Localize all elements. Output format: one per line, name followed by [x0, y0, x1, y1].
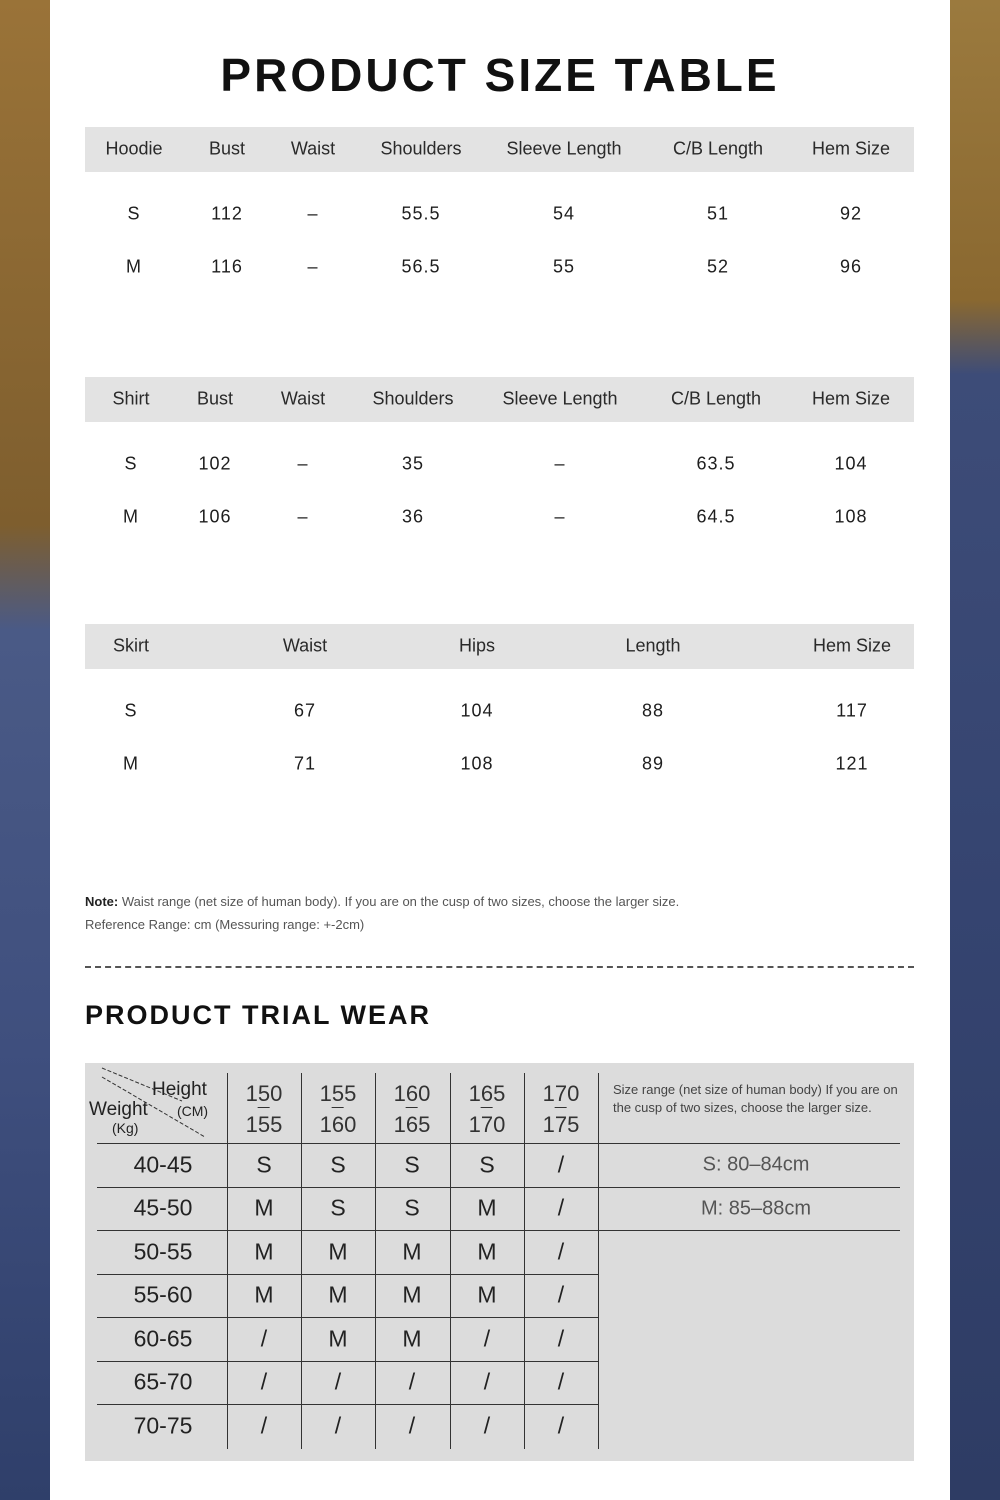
background-fabric-right	[950, 0, 1000, 1500]
weight-range: 60-65	[133, 1325, 193, 1352]
size-cell: /	[408, 1368, 416, 1395]
table-cell: 121	[835, 753, 869, 774]
height-from: 150	[245, 1081, 283, 1106]
column-header: Waist	[282, 635, 328, 656]
height-range-header	[394, 1077, 431, 1141]
table-cell: 36	[401, 506, 425, 527]
table-cell: 51	[706, 203, 730, 224]
size-note	[85, 890, 679, 936]
weight-range: 40-45	[133, 1151, 193, 1178]
size-sheet	[50, 0, 950, 1500]
height-to: 155	[245, 1112, 283, 1137]
column-header: Sleeve Length	[506, 138, 622, 159]
table-cell: –	[307, 203, 319, 224]
height-from: 160	[393, 1081, 431, 1106]
size-cell: M	[402, 1238, 422, 1265]
table-cell: –	[554, 506, 566, 527]
grid-line	[97, 1187, 900, 1188]
grid-line	[97, 1143, 900, 1144]
size-cell: /	[260, 1412, 268, 1439]
table-header	[85, 127, 914, 172]
size-cell: S	[404, 1151, 420, 1178]
size-cell: /	[483, 1368, 491, 1395]
column-header: Sleeve Length	[502, 388, 618, 409]
note-line-1: Waist range (net size of human body). If you are on the cusp of two sizes, choose the larger size.	[121, 894, 680, 909]
table-cell: 54	[552, 203, 576, 224]
section-divider	[85, 966, 914, 968]
size-cell: M	[402, 1325, 422, 1352]
grid-line	[450, 1073, 451, 1449]
column-header: Hips	[458, 635, 496, 656]
height-to: 170	[468, 1112, 506, 1137]
height-range-header	[469, 1077, 506, 1141]
size-cell: M	[328, 1325, 348, 1352]
size-cell: /	[408, 1412, 416, 1439]
note-line-2: Reference Range: cm (Messuring range: +-2cm)	[85, 917, 365, 932]
column-header: Length	[625, 635, 681, 656]
grid-line	[97, 1230, 900, 1231]
weight-range: 55-60	[133, 1281, 193, 1308]
range-s: S: 80–84cm	[702, 1153, 810, 1176]
table-cell: S	[127, 203, 141, 224]
table-cell: 117	[836, 700, 868, 721]
weight-range: 50-55	[133, 1238, 193, 1265]
size-cell: M	[477, 1194, 497, 1221]
column-header: Hoodie	[105, 138, 163, 159]
grid-line	[97, 1361, 598, 1362]
size-cell: S	[479, 1151, 495, 1178]
column-header: Bust	[196, 388, 234, 409]
table-cell: 52	[706, 256, 730, 277]
size-cell: M	[328, 1281, 348, 1308]
table-cell: 67	[293, 700, 317, 721]
table-cell: 63.5	[696, 453, 736, 474]
weight-header: Weight	[89, 1099, 148, 1120]
height-from: 170	[542, 1081, 580, 1106]
size-range-note: Size range (net size of human body) If you are on the cusp of two sizes, choose the larger size.	[613, 1082, 898, 1115]
skirt-size-table	[85, 624, 914, 794]
table-cell: 116	[211, 256, 243, 277]
table-cell: –	[297, 506, 309, 527]
trial-wear-title: PRODUCT TRIAL WEAR	[85, 1000, 431, 1030]
height-to: 175	[542, 1112, 580, 1137]
grid-line	[97, 1404, 598, 1405]
table-cell: 88	[641, 700, 665, 721]
table-cell: 56.5	[401, 256, 441, 277]
size-cell: M	[328, 1238, 348, 1265]
size-cell: /	[557, 1325, 565, 1352]
size-cell: M	[254, 1238, 274, 1265]
table-cell: 104	[834, 453, 868, 474]
height-unit: (CM)	[177, 1103, 209, 1119]
column-header: Shoulders	[380, 138, 462, 159]
hoodie-size-table	[85, 127, 914, 297]
column-header: Skirt	[113, 635, 149, 656]
column-header: Waist	[280, 388, 326, 409]
column-header: C/B Length	[672, 138, 764, 159]
grid-line	[227, 1073, 228, 1449]
grid-line	[97, 1317, 598, 1318]
size-cell: S	[404, 1194, 420, 1221]
table-cell: –	[307, 256, 319, 277]
table-cell: –	[554, 453, 566, 474]
column-header: Waist	[290, 138, 336, 159]
table-cell: 112	[211, 203, 243, 224]
height-range-header	[246, 1077, 283, 1141]
size-cell: /	[557, 1368, 565, 1395]
background-fabric-left	[0, 0, 50, 1500]
note-label: Note:	[85, 894, 119, 909]
size-cell: M	[254, 1281, 274, 1308]
grid-line	[598, 1073, 599, 1449]
shirt-size-table	[85, 377, 914, 547]
column-header: Shoulders	[372, 388, 454, 409]
size-cell: /	[334, 1368, 342, 1395]
size-cell: /	[557, 1151, 565, 1178]
table-cell: 104	[460, 700, 494, 721]
grid-line	[375, 1073, 376, 1449]
height-from: 165	[468, 1081, 506, 1106]
grid-line	[301, 1073, 302, 1449]
height-to: 165	[393, 1112, 431, 1137]
table-cell: 64.5	[696, 506, 736, 527]
table-cell: 106	[198, 506, 232, 527]
weight-range: 45-50	[133, 1194, 193, 1221]
table-cell: 96	[839, 256, 863, 277]
height-range-header	[320, 1077, 357, 1141]
table-header	[85, 624, 914, 669]
size-cell: /	[260, 1368, 268, 1395]
table-cell: M	[123, 506, 139, 527]
height-to: 160	[319, 1112, 357, 1137]
table-header	[85, 377, 914, 422]
table-cell: M	[126, 256, 142, 277]
size-cell: /	[557, 1281, 565, 1308]
table-cell: 108	[460, 753, 494, 774]
column-header: Hem Size	[811, 388, 891, 409]
grid-line	[524, 1073, 525, 1449]
table-cell: S	[124, 700, 138, 721]
grid-line	[97, 1274, 598, 1275]
height-from: 155	[319, 1081, 357, 1106]
height-range-header	[543, 1077, 580, 1141]
size-cell: /	[557, 1194, 565, 1221]
table-cell: 55.5	[401, 203, 441, 224]
size-cell: M	[477, 1238, 497, 1265]
table-cell: 71	[293, 753, 317, 774]
table-cell: 35	[401, 453, 425, 474]
column-header: C/B Length	[670, 388, 762, 409]
size-cell: /	[483, 1412, 491, 1439]
size-cell: /	[260, 1325, 268, 1352]
size-cell: /	[557, 1412, 565, 1439]
weight-range: 65-70	[133, 1368, 193, 1395]
table-cell: 92	[839, 203, 863, 224]
range-m: M: 85–88cm	[700, 1197, 812, 1220]
size-cell: /	[557, 1238, 565, 1265]
trial-wear-table	[85, 1063, 914, 1461]
table-cell: 89	[641, 753, 665, 774]
size-cell: /	[483, 1325, 491, 1352]
page-title: PRODUCT SIZE TABLE	[220, 49, 780, 101]
table-cell: –	[297, 453, 309, 474]
table-cell: M	[123, 753, 139, 774]
size-cell: M	[402, 1281, 422, 1308]
size-cell: S	[330, 1151, 346, 1178]
weight-range: 70-75	[133, 1412, 193, 1439]
column-header: Hem Size	[812, 635, 892, 656]
table-cell: S	[124, 453, 138, 474]
column-header: Shirt	[112, 388, 150, 409]
table-cell: 102	[198, 453, 232, 474]
size-cell: /	[334, 1412, 342, 1439]
column-header: Hem Size	[811, 138, 891, 159]
height-header: Height	[152, 1079, 207, 1100]
table-cell: 108	[834, 506, 868, 527]
size-cell: M	[254, 1194, 274, 1221]
size-cell: S	[330, 1194, 346, 1221]
table-cell: 55	[552, 256, 576, 277]
weight-unit: (Kg)	[112, 1120, 139, 1136]
column-header: Bust	[208, 138, 246, 159]
size-cell: S	[256, 1151, 272, 1178]
size-cell: M	[477, 1281, 497, 1308]
